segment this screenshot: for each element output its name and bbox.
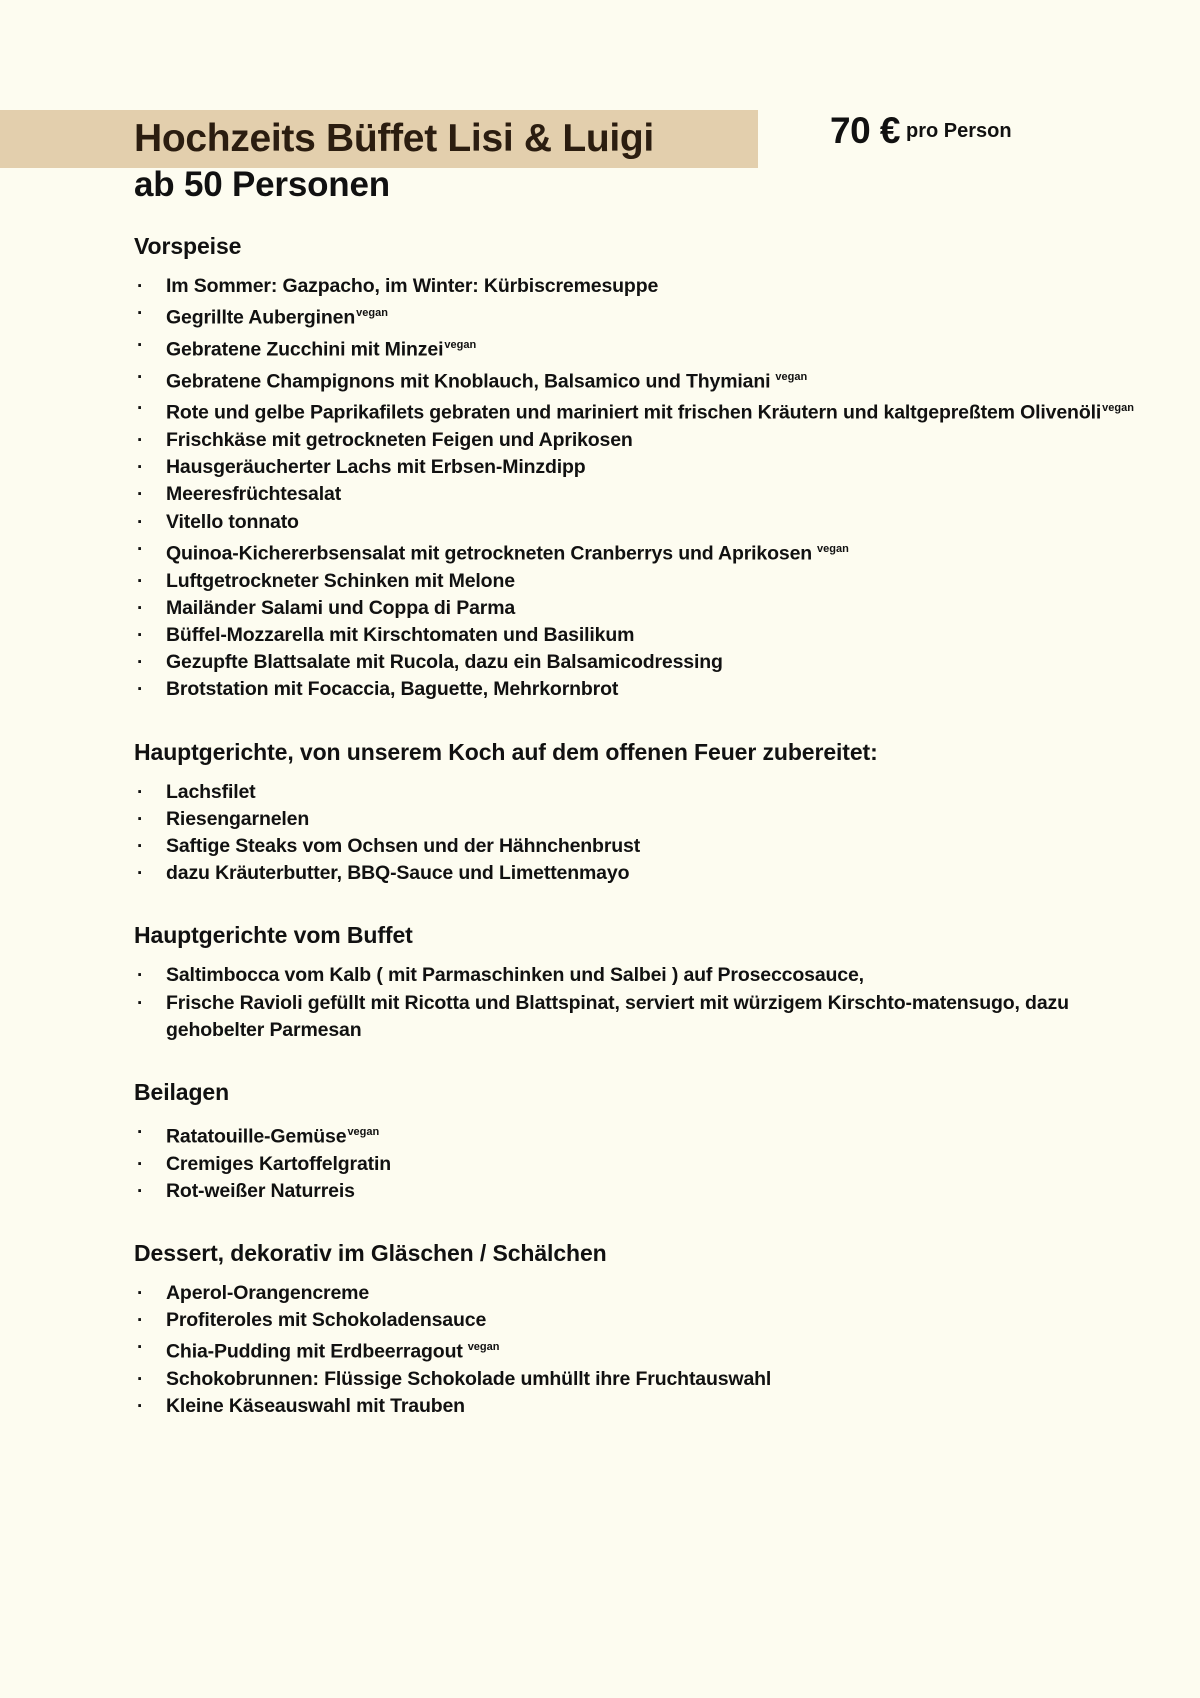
bullet-icon: · <box>137 1283 144 1305</box>
bullet-icon: · <box>137 597 144 619</box>
menu-item <box>134 595 1134 622</box>
menu-item-label: Gebratene Champignons mit Knoblauch, Balsamico und Thymiani <box>166 370 771 393</box>
menu-item-label: Frischkäse mit getrockneten Feigen und Aprikosen <box>166 429 633 452</box>
menu-item <box>134 1119 1134 1151</box>
menu-section <box>134 232 1134 704</box>
menu-item-list <box>134 1119 1134 1205</box>
vegan-badge: vegan <box>347 1125 380 1138</box>
menu-item-label: Hausgeräucherter Lachs mit Erbsen-Minzdipp <box>166 456 586 479</box>
bullet-icon: · <box>137 1310 144 1332</box>
menu-item-label: Gebratene Zucchini mit Minzei <box>166 338 444 361</box>
menu-item-label: Gegrillte Auberginen <box>166 306 356 329</box>
vegan-badge: vegan <box>356 307 388 320</box>
menu-item <box>134 779 1134 806</box>
bullet-icon: · <box>137 457 144 479</box>
menu-item-label: Rote und gelbe Paprikafilets gebraten und mariniert mit frischen Kräutern und kaltgepreßtem Olivenöli <box>166 401 1102 424</box>
bullet-icon: · <box>137 679 144 701</box>
menu-item <box>134 395 1134 427</box>
menu-item-label: Aperol-Orangencreme <box>166 1282 370 1305</box>
section-heading: Dessert, dekorativ im Gläschen / Schälchen <box>134 1240 607 1267</box>
menu-item <box>134 676 1134 703</box>
bullet-icon: · <box>137 863 144 885</box>
menu-item <box>134 990 1134 1044</box>
bullet-icon: · <box>137 1369 144 1391</box>
menu-item <box>134 860 1134 887</box>
menu-item-list <box>134 779 1134 888</box>
menu-item <box>134 454 1134 481</box>
bullet-icon: · <box>137 570 144 592</box>
vegan-badge: vegan <box>775 370 808 383</box>
menu-item-list <box>134 273 1134 704</box>
menu-item-label: Ratatouille-Gemüse <box>166 1125 347 1148</box>
bullet-icon: · <box>137 303 144 325</box>
menu-item <box>134 509 1134 536</box>
bullet-icon: · <box>137 511 144 533</box>
menu-item-label: Brotstation mit Focaccia, Baguette, Mehrkornbrot <box>166 678 619 701</box>
section-heading: Hauptgerichte, von unserem Koch auf dem offenen Feuer zubereitet: <box>134 738 878 765</box>
minimum-guests-subtitle: ab 50 Personen <box>134 165 390 204</box>
menu-item-label: Rot-weißer Naturreis <box>166 1179 355 1202</box>
menu-item-label: Büffel-Mozzarella mit Kirschtomaten und Basilikum <box>166 623 635 646</box>
menu-item <box>134 427 1134 454</box>
vegan-badge: vegan <box>817 542 849 555</box>
menu-item-label: Kleine Käseauswahl mit Trauben <box>166 1395 465 1418</box>
menu-item-label: Quinoa-Kichererbsensalat mit getrockneten Cranberrys und Aprikosen <box>166 542 813 565</box>
bullet-icon: · <box>137 366 144 388</box>
menu-item <box>134 622 1134 649</box>
menu-item-label: dazu Kräuterbutter, BBQ-Sauce und Limettenmayo <box>166 862 630 885</box>
bullet-icon: · <box>137 965 144 987</box>
menu-item-label: Gezupfte Blattsalate mit Rucola, dazu ein Balsamicodressing <box>166 651 723 674</box>
menu-item-label: Vitello tonnato <box>166 510 299 533</box>
menu-item-label: Riesengarnelen <box>166 807 310 830</box>
menu-item <box>134 1280 1134 1307</box>
menu-item-label: Lachsfilet <box>166 780 256 803</box>
bullet-icon: · <box>137 652 144 674</box>
price-amount: 70 € <box>830 110 901 151</box>
menu-item-label: Profiteroles mit Schokoladensauce <box>166 1309 487 1332</box>
menu-item-label: Frische Ravioli gefüllt mit Ricotta und Blattspinat, serviert mit würzigem Kirschto-matensugo, dazu gehobelter Parmesan <box>166 991 1069 1041</box>
menu-item-label: Chia-Pudding mit Erdbeerragout <box>166 1340 463 1363</box>
bullet-icon: · <box>137 276 144 297</box>
section-heading: Vorspeise <box>134 233 242 259</box>
menu-item <box>134 649 1134 676</box>
section-heading: Hauptgerichte vom Buffet <box>134 922 413 949</box>
menu-item <box>134 568 1134 595</box>
menu-item <box>134 1151 1134 1178</box>
menu-item-list <box>134 962 1134 1044</box>
menu-item <box>134 1366 1134 1393</box>
bullet-icon: · <box>137 781 144 803</box>
bullet-icon: · <box>137 430 144 452</box>
vegan-badge: vegan <box>1102 402 1134 415</box>
menu-item-label: Cremiges Kartoffelgratin <box>166 1152 392 1175</box>
section-heading: Beilagen <box>134 1078 230 1105</box>
bullet-icon: · <box>137 1337 144 1359</box>
menu-item-label: Saltimbocca vom Kalb ( mit Parmaschinken und Salbei ) auf Proseccosauce, <box>166 964 864 987</box>
menu-sections <box>134 232 1134 1421</box>
vegan-badge: vegan <box>467 1341 500 1354</box>
menu-item-label: Luftgetrockneter Schinken mit Melone <box>166 569 515 592</box>
menu-item <box>134 1334 1134 1366</box>
bullet-icon: · <box>137 1180 144 1202</box>
menu-item-label: Schokobrunnen: Flüssige Schokolade umhüllt ihre Fruchtauswahl <box>166 1368 772 1391</box>
price-block <box>830 110 1012 152</box>
menu-item <box>134 481 1134 508</box>
menu-section <box>134 1239 1134 1421</box>
bullet-icon: · <box>137 1153 144 1175</box>
menu-item <box>134 300 1134 332</box>
menu-item-label: Im Sommer: Gazpacho, im Winter: Kürbiscremesuppe <box>166 275 659 297</box>
bullet-icon: · <box>137 398 144 420</box>
menu-item <box>134 332 1134 364</box>
menu-item <box>134 364 1134 396</box>
menu-section <box>134 738 1134 888</box>
menu-item <box>134 1393 1134 1420</box>
menu-item <box>134 962 1134 989</box>
page-title: Hochzeits Büffet Lisi & Luigi <box>134 117 654 160</box>
menu-item-label: Mailänder Salami und Coppa di Parma <box>166 596 516 619</box>
bullet-icon: · <box>137 992 144 1014</box>
menu-section <box>134 1078 1134 1205</box>
bullet-icon: · <box>137 1396 144 1418</box>
menu-item <box>134 833 1134 860</box>
menu-item-list <box>134 1280 1134 1421</box>
vegan-badge: vegan <box>444 338 477 351</box>
bullet-icon: · <box>137 1121 144 1143</box>
bullet-icon: · <box>137 624 144 646</box>
menu-item <box>134 1178 1134 1205</box>
bullet-icon: · <box>137 538 144 560</box>
bullet-icon: · <box>137 835 144 857</box>
menu-item-label: Saftige Steaks vom Ochsen und der Hähnchenbrust <box>166 834 641 857</box>
menu-section <box>134 921 1134 1044</box>
bullet-icon: · <box>137 484 144 506</box>
bullet-icon: · <box>137 808 144 830</box>
menu-item <box>134 536 1134 568</box>
menu-item <box>134 273 1134 300</box>
menu-item <box>134 806 1134 833</box>
menu-item-label: Meeresfrüchtesalat <box>166 483 342 506</box>
menu-item <box>134 1307 1134 1334</box>
bullet-icon: · <box>137 334 144 356</box>
price-unit: pro Person <box>906 119 1012 142</box>
